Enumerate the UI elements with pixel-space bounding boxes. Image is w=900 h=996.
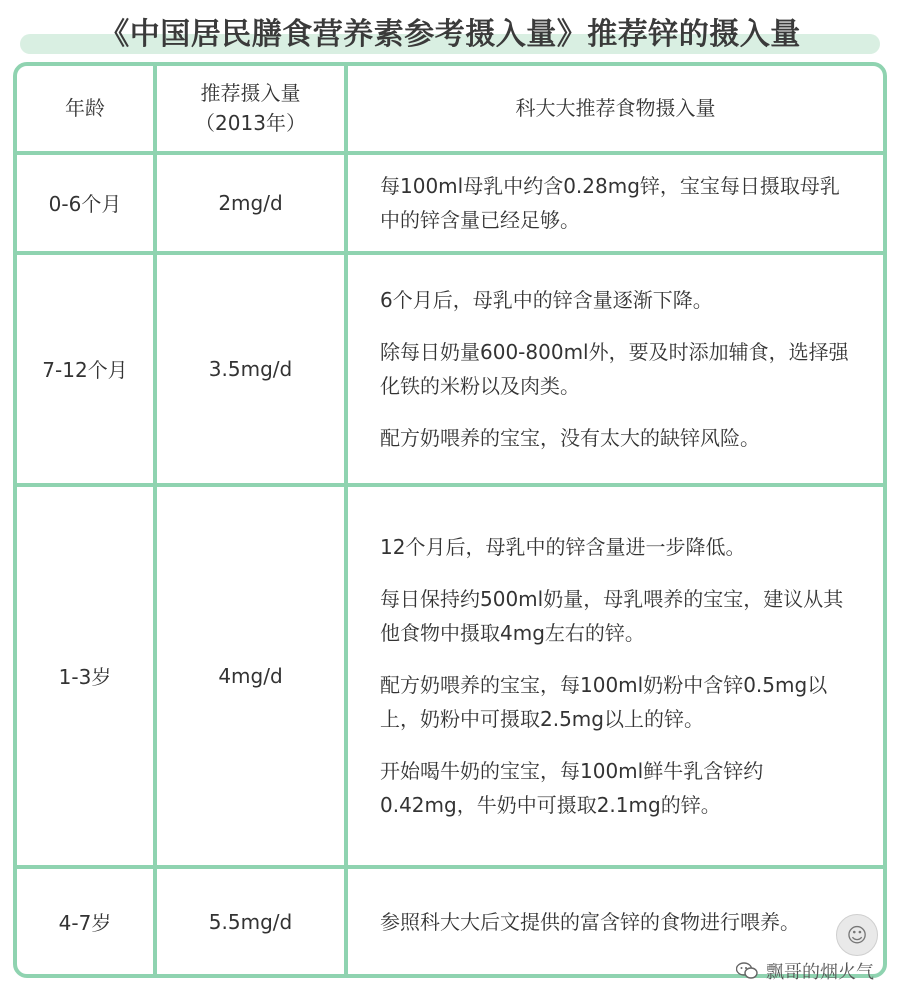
- cell-amount: 5.5mg/d: [155, 867, 346, 974]
- cell-description: [346, 485, 883, 868]
- header-recommended-line1: 推荐摄入量: [200, 81, 301, 106]
- cell-amount: 2mg/d: [155, 153, 346, 254]
- header-recommended-line2: （2013年）: [195, 111, 306, 136]
- cell-description: [346, 153, 883, 254]
- cell-age: 0-6个月: [17, 153, 155, 254]
- cell-age: 1-3岁: [17, 485, 155, 868]
- cell-amount: 3.5mg/d: [155, 253, 346, 485]
- watermark-text: 飘哥的烟火气: [766, 962, 874, 983]
- cell-age: 4-7岁: [17, 867, 155, 974]
- cell-age: 7-12个月: [17, 253, 155, 485]
- description-paragraph: 配方奶喂养的宝宝，每100ml奶粉中含锌0.5mg以上，奶粉中可摄取2.5mg以上的锌。: [380, 672, 828, 731]
- title-text: 《中国居民膳食营养素参考摄入量》推荐锌的摄入量: [99, 17, 801, 52]
- description-paragraph: 12个月后，母乳中的锌含量进一步降低。: [380, 534, 746, 559]
- description-paragraph: 6个月后，母乳中的锌含量逐渐下降。: [380, 287, 713, 312]
- description-paragraph: 每日保持约500ml奶量，母乳喂养的宝宝，建议从其他食物中摄取4mg左右的锌。: [380, 586, 844, 645]
- description-paragraph: 每100ml母乳中约含0.28mg锌，宝宝每日摄取母乳中的锌含量已经足够。: [380, 173, 840, 232]
- description-paragraph: 参照科大大后文提供的富含锌的食物进行喂养。: [380, 909, 800, 934]
- description-paragraph: 除每日奶量600-800ml外，要及时添加辅食，选择强化铁的米粉以及肉类。: [380, 339, 849, 398]
- cell-amount: 4mg/d: [155, 485, 346, 868]
- page-title: [0, 0, 900, 62]
- description-paragraph: 配方奶喂养的宝宝，没有太大的缺锌风险。: [380, 425, 760, 450]
- watermark: [736, 958, 874, 984]
- table-row: [17, 153, 883, 254]
- table-header-row: [17, 66, 883, 153]
- wechat-icon: [736, 962, 758, 980]
- cell-description: [346, 253, 883, 485]
- zinc-intake-table: [13, 62, 887, 978]
- header-food: 科大大推荐食物摄入量: [346, 66, 883, 153]
- description-paragraph: 开始喝牛奶的宝宝，每100ml鲜牛乳含锌约0.42mg，牛奶中可摄取2.1mg的锌。: [380, 758, 764, 817]
- header-recommended: [155, 66, 346, 153]
- avatar-icon: ☺: [836, 914, 878, 956]
- table-row: [17, 485, 883, 868]
- header-age: 年龄: [17, 66, 155, 153]
- table-row: [17, 253, 883, 485]
